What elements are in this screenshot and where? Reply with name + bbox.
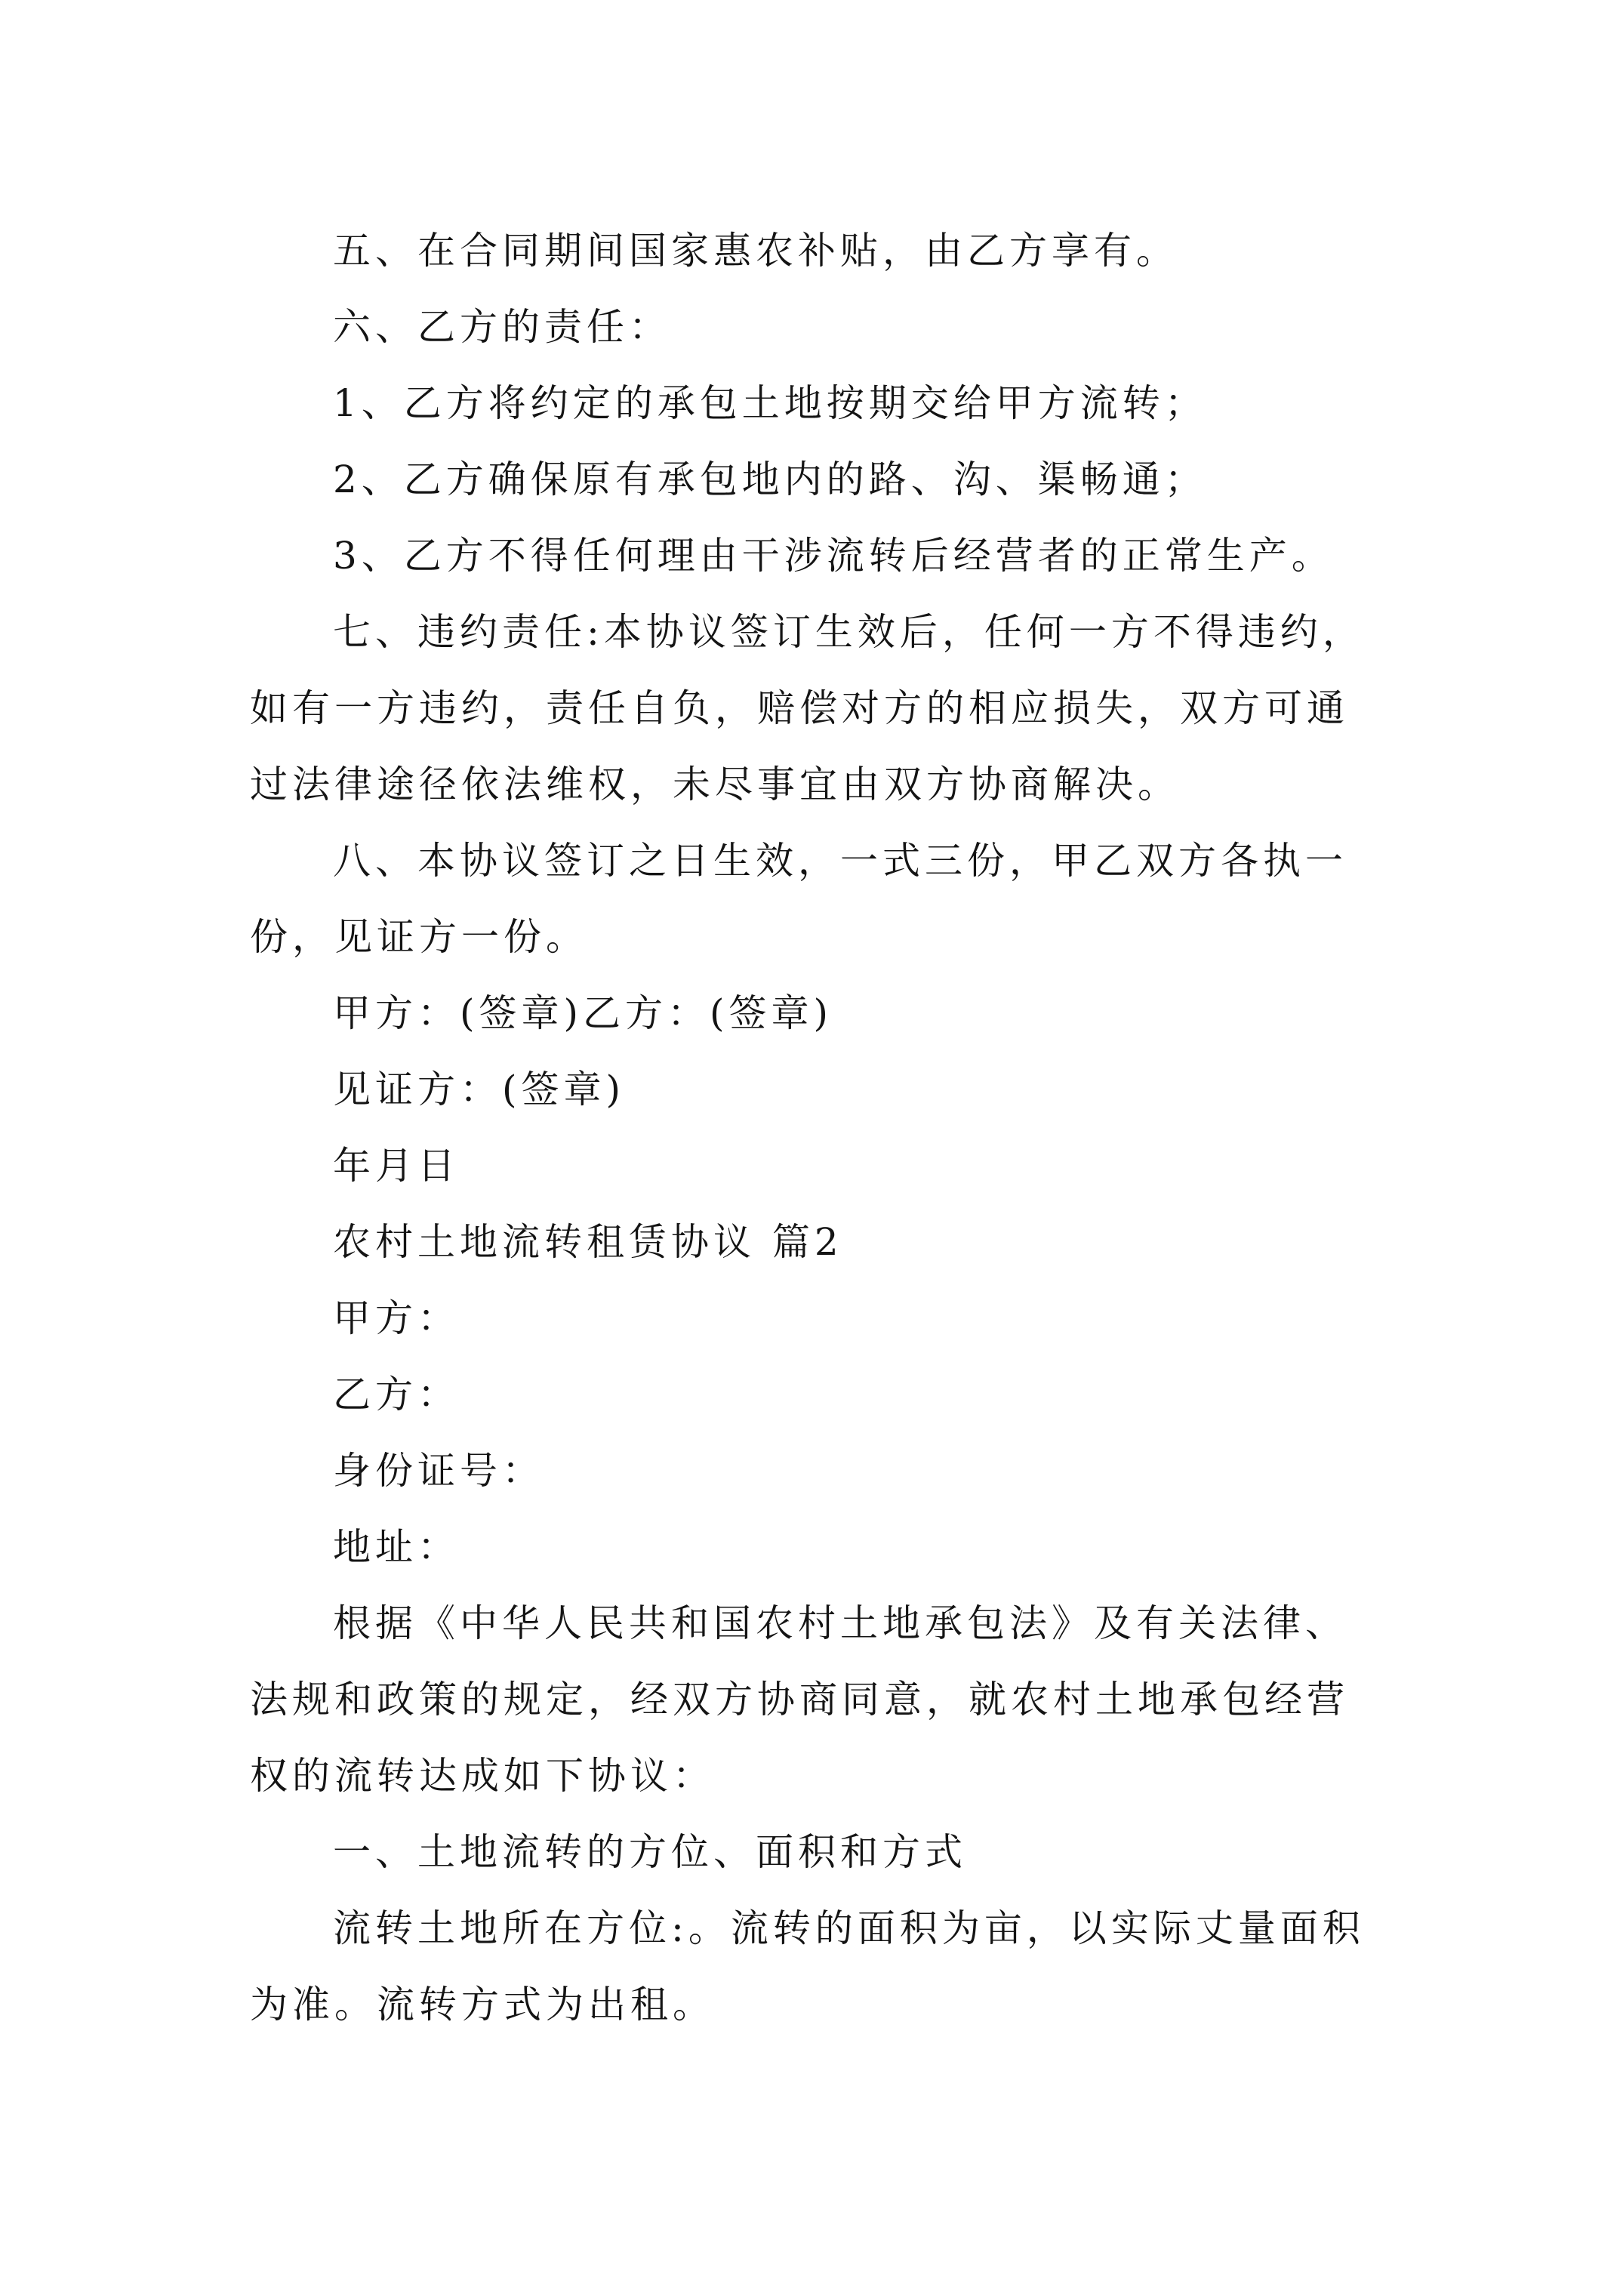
clause-six-item-3: 3、乙方不得任何理由干涉流转后经营者的正常生产。 (333, 534, 1334, 578)
clause-six-item-2: 2、乙方确保原有承包地内的路、沟、渠畅通； (333, 458, 1207, 501)
signature-parties: 甲方：(签章)乙方：(签章) (333, 991, 833, 1035)
document-body (250, 213, 1382, 2043)
party-a-field: 甲方： (333, 1296, 460, 1340)
clause-eight-effective: 八、本协议签订之日生效，一式三份，甲乙双方各执一份，见证方一份。 (250, 839, 1347, 959)
clause-six-heading: 六、乙方的责任： (333, 305, 671, 349)
signature-date: 年月日 (333, 1144, 460, 1188)
preamble-paragraph: 根据《中华人民共和国农村土地承包法》及有关法律、法规和政策的规定，经双方协商同意，就农村土地承包经营权的流转达成如下协议： (250, 1601, 1349, 1798)
id-number-field: 身份证号： (333, 1449, 544, 1493)
signature-witness: 见证方：(签章) (333, 1068, 626, 1111)
clause-five-subsidy: 五、在合同期间国家惠农补贴，由乙方享有。 (333, 229, 1178, 273)
address-field: 地址： (333, 1525, 460, 1569)
clause-seven-liability: 七、违约责任:本协议签订生效后，任何一方不得违约，如有一方违约，责任自负，赔偿对方的相应损失，双方可通过法律途径依法维权，未尽事宜由双方协商解决。 (250, 610, 1365, 806)
clause-six-item-1: 1、乙方将约定的承包土地按期交给甲方流转； (333, 381, 1207, 425)
party-b-field: 乙方： (333, 1373, 460, 1416)
clause-one-details: 流转土地所在方位:。流转的面积为亩，以实际丈量面积为准。流转方式为出租。 (250, 1906, 1365, 2026)
clause-one-heading: 一、土地流转的方位、面积和方式 (333, 1830, 967, 1874)
section-title-part-2: 农村土地流转租赁协议 篇2 (333, 1220, 843, 1264)
